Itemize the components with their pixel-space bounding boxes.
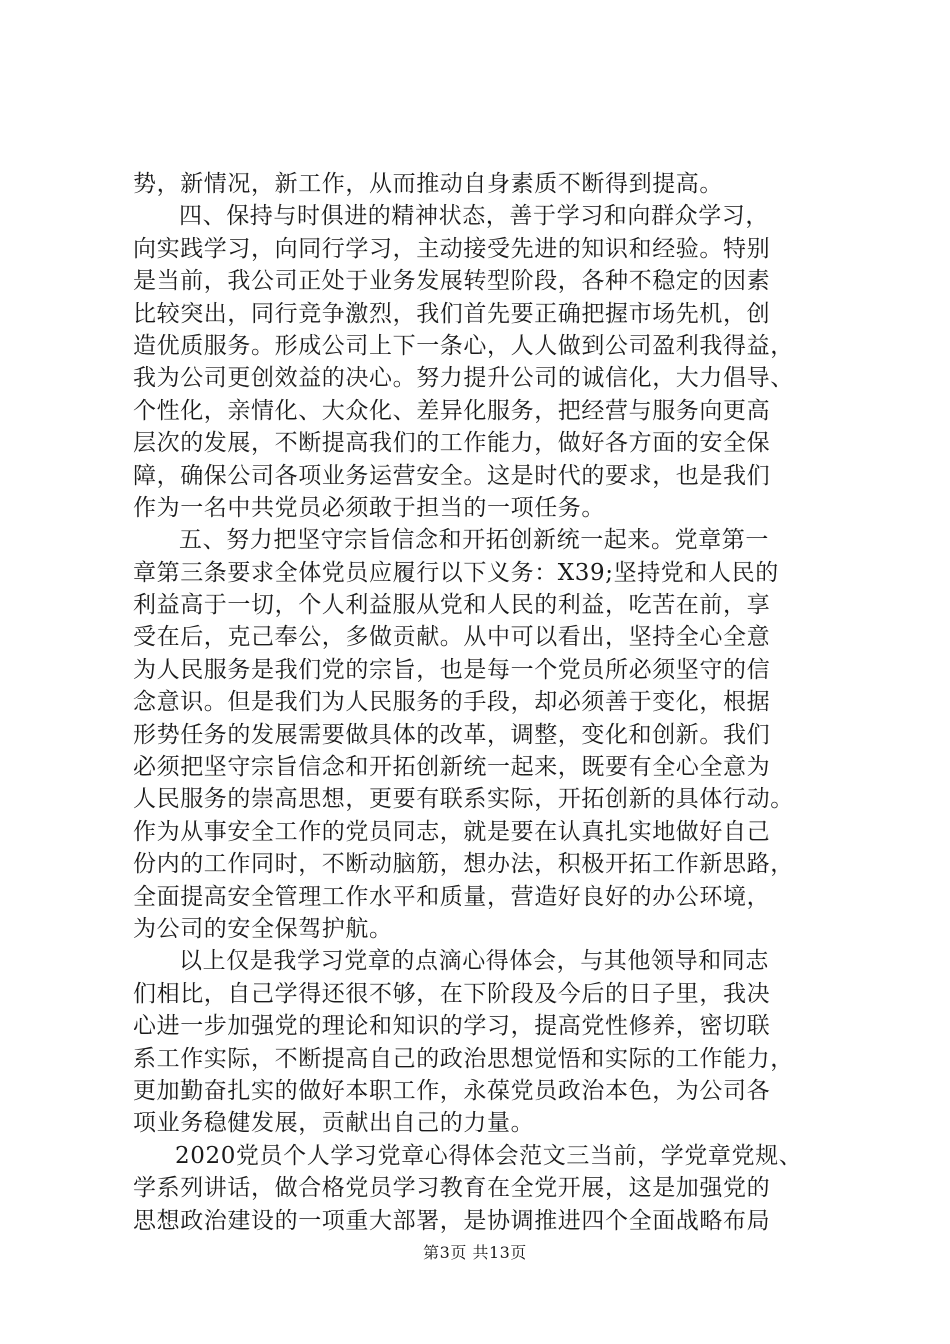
text-line: 人民服务的崇高思想，更要有联系实际，开拓创新的具体行动。 [133, 786, 794, 813]
text-line: 学系列讲话，做合格党员学习教育在全党开展，这是加强党的 [133, 1175, 771, 1202]
paragraph-essay-3-start: 2020党员个人学习党章心得体会范文三当前，学党章党规、 [175, 1142, 803, 1169]
text-line: 为人民服务是我们党的宗旨，也是每一个党员所必须坚守的信 [133, 656, 771, 683]
text-line: 层次的发展，不断提高我们的工作能力，做好各方面的安全保 [133, 430, 771, 457]
text-line: 章第三条要求全体党员应履行以下义务：X39;坚持党和人民的 [133, 559, 779, 586]
text-line: 形势任务的发展需要做具体的改革，调整，变化和创新。我们 [133, 721, 771, 748]
text-line: 利益高于一切，个人利益服从党和人民的利益，吃苦在前，享 [133, 592, 771, 619]
text-line: 作为一名中共党员必须敢于担当的一项任务。 [133, 494, 605, 521]
text-line: 们相比，自己学得还很不够，在下阶段及今后的日子里，我决 [133, 980, 771, 1007]
text-line: 更加勤奋扎实的做好本职工作，永葆党员政治本色，为公司各 [133, 1077, 771, 1104]
text-line: 是当前，我公司正处于业务发展转型阶段，各种不稳定的因素 [133, 268, 771, 295]
text-line: 造优质服务。形成公司上下一条心，人人做到公司盈利我得益， [133, 332, 794, 359]
text-line: 念意识。但是我们为人民服务的手段，却必须善于变化，根据 [133, 689, 771, 716]
paragraph-conclusion-start: 以上仅是我学习党章的点滴心得体会，与其他领导和同志 [179, 948, 769, 975]
text-line: 心进一步加强党的理论和知识的学习，提高党性修养，密切联 [133, 1013, 771, 1040]
text-line: 全面提高安全管理工作水平和质量，营造好良好的办公环境， [133, 883, 771, 910]
text-line: 我为公司更创效益的决心。努力提升公司的诚信化，大力倡导、 [133, 365, 794, 392]
text-line: 个性化，亲情化、大众化、差异化服务，把经营与服务向更高 [133, 397, 771, 424]
text-line: 势，新情况，新工作，从而推动自身素质不断得到提高。 [133, 171, 723, 197]
text-line: 向实践学习，向同行学习，主动接受先进的知识和经验。特别 [133, 235, 771, 262]
document-body [133, 168, 833, 1237]
text-line: 为公司的安全保驾护航。 [133, 915, 393, 942]
text-line: 必须把坚守宗旨信念和开拓创新统一起来，既要有全心全意为 [133, 754, 771, 781]
paragraph-4-start: 四、保持与时俱进的精神状态，善于学习和向群众学习， [179, 203, 769, 230]
text-line: 障，确保公司各项业务运营安全。这是时代的要求，也是我们 [133, 462, 771, 489]
text-line: 项业务稳健发展，贡献出自己的力量。 [133, 1110, 535, 1137]
text-line: 作为从事安全工作的党员同志，就是要在认真扎实地做好自己 [133, 818, 771, 845]
text-line: 受在后，克己奉公，多做贡献。从中可以看出，坚持全心全意 [133, 624, 771, 651]
text-line: 思想政治建设的一项重大部署，是协调推进四个全面战略布局 [133, 1207, 771, 1234]
page-number-footer: 第3页 共13页 [423, 1243, 527, 1262]
paragraph-5-start: 五、努力把坚守宗旨信念和开拓创新统一起来。党章第一 [179, 527, 769, 554]
text-line: 比较突出，同行竞争激烈，我们首先要正确把握市场先机，创 [133, 300, 771, 327]
text-line: 份内的工作同时，不断动脑筋，想办法，积极开拓工作新思路， [133, 851, 794, 878]
text-line: 系工作实际，不断提高自己的政治思想觉悟和实际的工作能力， [133, 1045, 794, 1072]
